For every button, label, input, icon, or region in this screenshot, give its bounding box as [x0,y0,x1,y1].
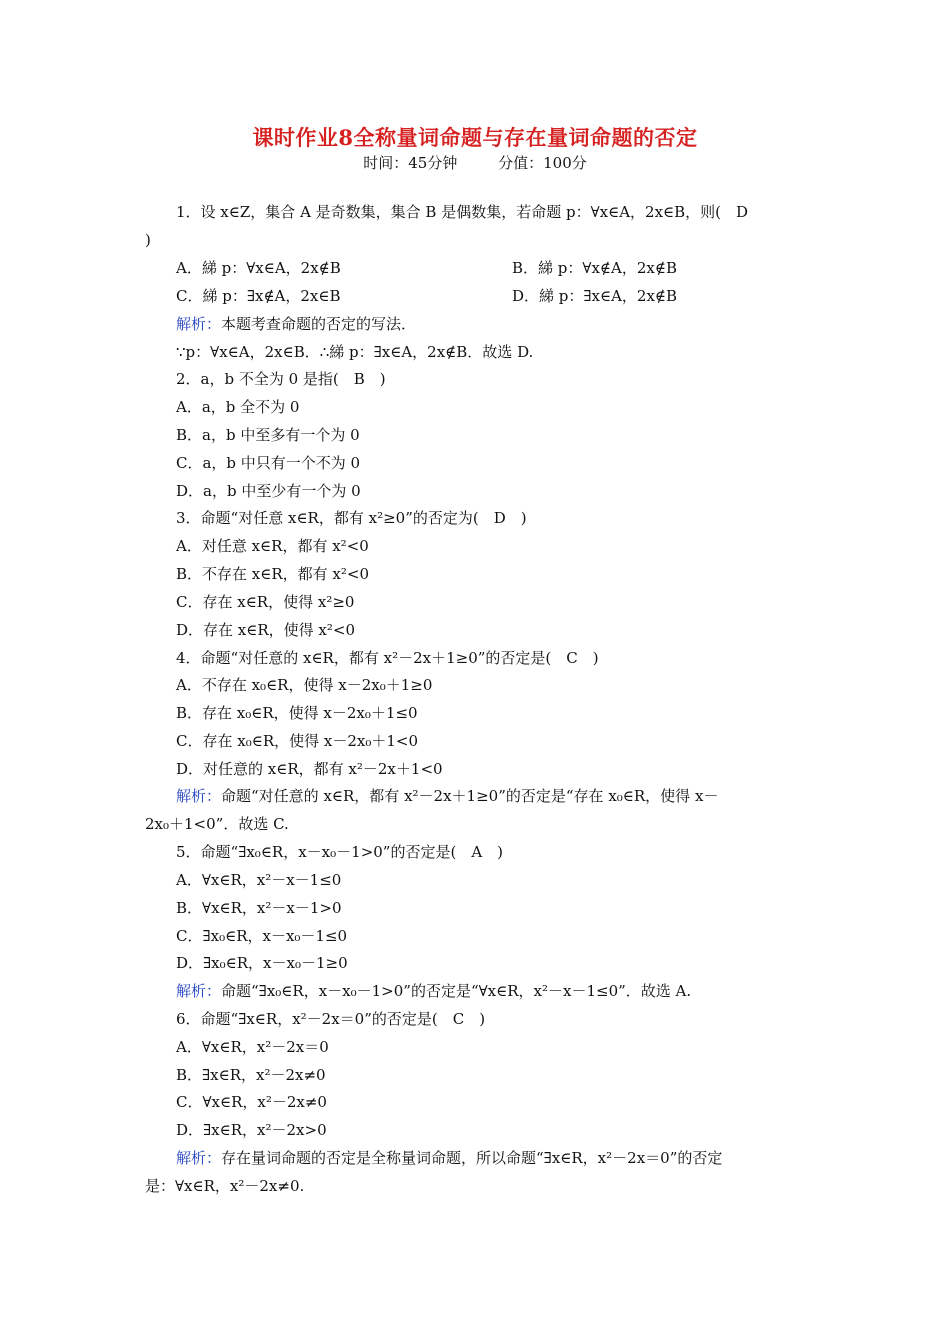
q6-analysis [176,1148,722,1168]
q4-option-b: B．存在 x₀∈R，使得 x－2x₀＋1≤0 [176,704,418,722]
q4-analysis-line2: 2x₀＋1<0”．故选 C. [145,815,289,833]
analysis-label: 解析： [176,982,222,1000]
q6-option-b: B．∃x∈R，x²－2x≠0 [176,1066,326,1084]
q5-option-c: C．∃x₀∈R，x－x₀－1≤0 [176,927,348,945]
analysis-label: 解析： [176,315,222,333]
q1-stem-cont: ) [145,231,151,249]
time-limit: 时间：45分钟 [363,154,458,172]
q1-option-b: B．綈 p：∀x∉A，2x∉B [512,259,677,277]
analysis-label: 解析： [176,787,222,805]
q6-option-a: A．∀x∈R，x²－2x＝0 [176,1038,329,1056]
q3-option-d: D．存在 x∈R，使得 x²<0 [176,621,356,639]
q4-analysis [176,786,718,806]
q4-stem: 4．命题“对任意的 x∈R，都有 x²－2x＋1≥0”的否定是( C ) [176,649,599,667]
q1-option-c: C．綈 p：∃x∉A，2x∈B [176,287,341,305]
q1-option-a: A．綈 p：∀x∈A，2x∉B [176,259,341,277]
q6-option-d: D．∃x∈R，x²－2x>0 [176,1121,327,1139]
analysis-label: 解析： [176,1149,222,1167]
q6-analysis-line2: 是：∀x∈R，x²－2x≠0. [145,1177,305,1195]
q3-option-a: A．对任意 x∈R，都有 x²<0 [176,537,369,555]
q6-option-c: C．∀x∈R，x²－2x≠0 [176,1093,327,1111]
q4-option-a: A．不存在 x₀∈R，使得 x－2x₀＋1≥0 [176,676,433,694]
q2-option-d: D．a，b 中至少有一个为 0 [176,482,361,500]
q1-analysis [176,314,416,334]
q5-analysis-text: 命题“∃x₀∈R，x－x₀－1>0”的否定是“∀x∈R，x²－x－1≤0”．故选 A. [221,982,692,1000]
q5-option-d: D．∃x₀∈R，x－x₀－1≥0 [176,954,348,972]
q2-stem: 2．a，b 不全为 0 是指( B ) [176,370,386,388]
worksheet-subtitle [0,152,950,173]
q2-option-b: B．a，b 中至多有一个为 0 [176,426,360,444]
q1-analysis-line2: ∵p：∀x∈A，2x∈B．∴綈 p：∃x∈A，2x∉B．故选 D. [176,343,534,361]
q3-stem: 3．命题“对任意 x∈R，都有 x²≥0”的否定为( D ) [176,509,527,527]
q1-analysis-text: 本题考查命题的否定的写法． [221,315,417,333]
q5-option-a: A．∀x∈R，x²－x－1≤0 [176,871,342,889]
q6-stem: 6．命题“∃x∈R，x²－2x＝0”的否定是( C ) [176,1010,486,1028]
q4-analysis-text: 命题“对任意的 x∈R，都有 x²－2x＋1≥0”的否定是“存在 x₀∈R，使得 x－ [221,787,719,805]
q2-option-c: C．a，b 中只有一个不为 0 [176,454,361,472]
q5-stem: 5．命题“∃x₀∈R，x－x₀－1>0”的否定是( A ) [176,843,504,861]
q1-option-d: D．綈 p：∃x∈A，2x∉B [512,287,678,305]
q5-analysis [176,981,691,1001]
q4-option-c: C．存在 x₀∈R，使得 x－2x₀＋1<0 [176,732,419,750]
q3-option-b: B．不存在 x∈R，都有 x²<0 [176,565,370,583]
q4-option-d: D．对任意的 x∈R，都有 x²－2x＋1<0 [176,760,443,778]
worksheet-title: 课时作业8全称量词命题与存在量词命题的否定 [252,125,698,150]
q2-option-a: A．a，b 全不为 0 [176,398,300,416]
q5-option-b: B．∀x∈R，x²－x－1>0 [176,899,342,917]
q6-analysis-text: 存在量词命题的否定是全称量词命题，所以命题“∃x∈R，x²－2x＝0”的否定 [221,1149,723,1167]
q3-option-c: C．存在 x∈R，使得 x²≥0 [176,593,355,611]
total-score: 分值：100分 [498,154,587,172]
q1-stem: 1．设 x∈Z，集合 A 是奇数集，集合 B 是偶数集，若命题 p：∀x∈A，2x∈B，则( D [176,203,749,221]
